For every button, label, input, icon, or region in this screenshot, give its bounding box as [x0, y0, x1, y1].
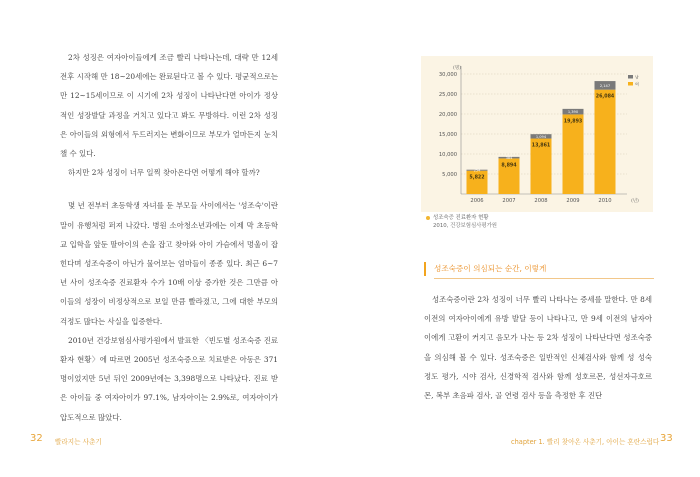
section-title: 성조숙증이 의심되는 순간, 이렇게 — [434, 264, 547, 273]
data-label-male: 384 — [505, 156, 513, 161]
legend-swatch-female — [628, 82, 633, 86]
x-unit-label: (년) — [631, 199, 639, 204]
footer-title-left: 빨라지는 사춘기 — [55, 438, 102, 446]
caption-source: 2010, 건강보험심사평가원 — [433, 223, 498, 229]
x-tick-label: 2007 — [502, 198, 516, 204]
paragraph: 성조숙증이란 2차 성징이 너무 빨리 나타나는 증세를 말한다. 만 8세 이전의 여자아이에게 유방 발달 등이 나타나고, 만 9세 이전의 남자아이에게 고환이 커지고 음모가 나는 등 2차 성징이 나타난다면 성조숙증을 의심해 볼 수 있다. 성조숙증은 일반적인 신체검사와 함께 성 성숙 정도 평가, 시야 검사, 신경학적 검사와 함께 성호르몬, 성선자극호르몬, 복부 초음파 검사, 골 연령 검사 등을 측정한 후 진단 — [424, 295, 652, 401]
left-page-text — [60, 48, 278, 427]
section-header — [424, 262, 654, 276]
data-label-female: 19,893 — [563, 119, 583, 125]
chart-caption — [426, 214, 497, 230]
paragraph: 2차 성징은 여자아이들에게 조금 빨리 나타나는데, 대략 만 12세 전후 시작해 만 18~20세에는 완료된다고 볼 수 있다. 평균적으로는 만 12~15세이므로 이 시기에 2차 성징이 나타난다면 아이가 정상적인 성장발달 과정을 거치고 있다고 봐도 무방하다. 이런 2차 성징은 아이들의 외형에서 두드러지는 변화이므로 부모가 얼마든지 눈치 챌 수 있다. — [60, 53, 278, 159]
data-label-male: 1,390 — [567, 110, 579, 115]
x-tick-label: 2009 — [566, 198, 580, 204]
paragraph: 하지만 2차 성징이 너무 일찍 찾아온다면 어떻게 해야 할까? — [68, 168, 260, 178]
section-divider — [434, 278, 654, 279]
y-tick-label: 20,000 — [438, 111, 457, 118]
data-label-female: 8,894 — [501, 163, 517, 169]
page-number-right: 33 — [660, 433, 673, 444]
bar-female-2010 — [595, 90, 616, 194]
paragraph: 몇 년 전부터 초등학생 자녀를 둔 부모들 사이에서는 '성조숙'이란 말이 유행처럼 퍼져 나갔다. 병원 소아청소년과에는 이제 막 초등학교 입학을 앞둔 딸아이의 손을 잡고 찾아와 아이 가슴에서 멍울이 잡힌다며 성조숙증이 아닌가 물어보는 엄마들이 종종 있다. 최근 6~7년 사이 성조숙증 진료환자 수가 10배 이상 증가한 것은 그만큼 아이들의 성장이 비정상적으로 보일 만큼 빨라졌고, 그에 대한 부모의 걱정도 많다는 사실을 입증한다. — [60, 201, 278, 326]
data-label-male: 254 — [473, 168, 481, 173]
y-unit-label: (명) — [452, 66, 462, 71]
footer-chapter-right: chapter 1. 빨리 찾아온 사춘기, 아이는 혼란스럽다 — [511, 438, 660, 446]
data-label-male: 2,147 — [599, 83, 611, 88]
y-tick-label: 5,000 — [442, 171, 457, 178]
data-label-male: 1,094 — [535, 134, 547, 139]
bar-chart-svg — [421, 56, 653, 212]
y-tick-label: 30,000 — [438, 71, 457, 78]
legend-swatch-male — [628, 75, 633, 79]
page-number-left: 32 — [30, 433, 43, 444]
y-tick-label: 10,000 — [438, 151, 457, 158]
data-label-female: 26,084 — [595, 94, 615, 100]
legend-label-female: 여 — [635, 81, 639, 87]
caption-title: 성조숙증 진료환자 현황 — [433, 215, 489, 221]
x-tick-label: 2008 — [534, 198, 548, 204]
right-page-text — [424, 290, 652, 405]
data-label-female: 13,861 — [531, 143, 551, 149]
paragraph: 2010년 건강보험심사평가원에서 발표한 〈빈도별 성조숙증 진료환자 현황〉에 따르면 2005년 성조숙증으로 치료받은 아동은 371명이었지만 5년 뒤인 2009년에는 3,398명으로 나타났다. 진료 받은 아이들 중 여자아이가 97.1%, 남자아이는 2.9%로, 여자아이가 압도적으로 많았다. — [60, 335, 278, 422]
data-label-female: 5,822 — [469, 175, 485, 181]
x-tick-label: 2006 — [470, 198, 484, 204]
bullet-icon — [426, 216, 430, 220]
x-tick-label: 2010 — [598, 198, 612, 204]
y-tick-label: 25,000 — [438, 91, 457, 98]
patient-count-chart — [421, 56, 653, 212]
y-tick-label: 15,000 — [438, 131, 457, 138]
bar-female-2009 — [563, 114, 584, 194]
legend-label-male: 남 — [635, 74, 639, 80]
